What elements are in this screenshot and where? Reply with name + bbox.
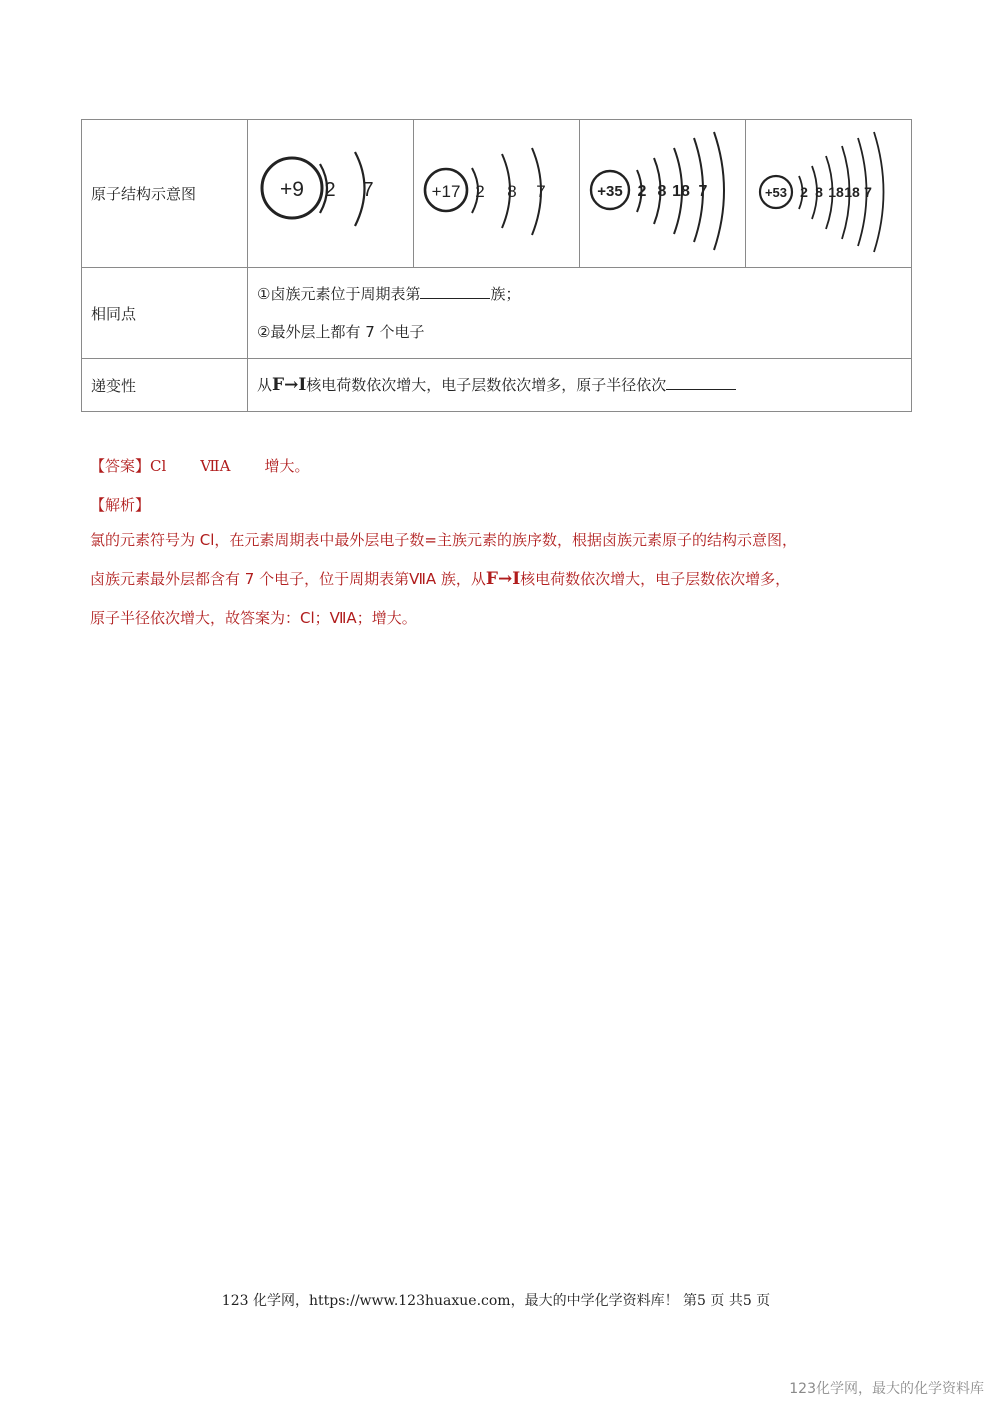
halogen-table (81, 119, 912, 412)
shell-label: 2 (800, 184, 808, 200)
atom-diagram-i (746, 120, 912, 268)
trend-line (248, 366, 911, 404)
answer-block (90, 452, 930, 638)
shell-label: 7 (698, 183, 708, 200)
shell-label: 2 (324, 179, 336, 201)
table-row-trend (82, 359, 912, 412)
shell-label: 2 (475, 182, 485, 201)
table-row-similarity (82, 268, 912, 359)
atom-diagram-f (248, 120, 414, 268)
similarity-content (248, 268, 912, 359)
trend-content (248, 359, 912, 412)
answer-line (90, 452, 930, 480)
row-label-similarity: 相同点 (82, 268, 248, 359)
similarity-line-1-suffix: 族； (490, 285, 521, 303)
atom-diagram-f-svg (248, 120, 413, 263)
atom-diagram-cl-svg (414, 120, 579, 263)
trend-formula: F→I (272, 375, 307, 395)
similarity-line-1 (248, 275, 911, 313)
answer-1: Cl (150, 457, 167, 475)
shell-label: 7 (362, 179, 374, 201)
page-footer: 123 化学网，https://www.123huaxue.com，最大的中学化学资料库！ 第5 页 共5 页 (221, 1293, 771, 1309)
analysis-tag: 【解析】 (90, 496, 151, 514)
analysis-formula: F→I (485, 569, 521, 589)
nucleus-label: +35 (597, 183, 623, 200)
shell-label: 2 (637, 183, 647, 200)
fill-blank-radius[interactable] (666, 375, 736, 390)
answer-2: ⅦA (200, 457, 231, 475)
analysis-p2-text: 卤族元素最外层都含有 7 个电子，位于周期表第ⅦA 族，从 (90, 570, 486, 588)
atom-diagram-cl (414, 120, 580, 268)
shell-label: 18 (672, 183, 690, 200)
analysis-paragraph-1: 氯的元素符号为 Cl，在元素周期表中最外层电子数=主族元素的族序数，根据卤族元素原子的结构示意图， (90, 531, 797, 549)
similarity-line-2: ②最外层上都有 7 个电子 (257, 323, 425, 341)
trend-prefix: 从 (257, 376, 273, 394)
answer-3: 增大。 (264, 457, 310, 475)
nucleus-label: +9 (280, 178, 304, 201)
table-row-structure (82, 120, 912, 268)
row-label-trend: 递变性 (82, 359, 248, 412)
fill-blank-group[interactable] (420, 284, 490, 299)
analysis-paragraph-2 (90, 560, 930, 599)
shell-label: 8 (507, 182, 517, 201)
shell-label: 18 (828, 184, 844, 200)
atom-diagram-i-svg (746, 120, 911, 263)
atom-diagram-br-svg (580, 120, 745, 263)
similarity-line-1-text: ①卤族元素位于周期表第 (257, 285, 421, 303)
analysis-p2-suffix: 核电荷数依次增大，电子层数依次增多， (520, 570, 791, 588)
shell-label: 8 (815, 184, 823, 200)
trend-text: 核电荷数依次增大，电子层数依次增多，原子半径依次 (306, 376, 667, 394)
shell-label: 8 (657, 183, 667, 200)
answer-tag: 【答案】 (90, 457, 151, 475)
shell-label: 7 (864, 184, 872, 200)
shell-label: 7 (536, 182, 546, 201)
nucleus-label: +53 (764, 185, 788, 200)
nucleus-label: +17 (431, 182, 461, 201)
shell-label: 18 (844, 184, 860, 200)
row-label-structure: 原子结构示意图 (82, 120, 248, 268)
analysis-paragraph-3: 原子半径依次增大，故答案为：Cl；ⅦA；增大。 (90, 609, 417, 627)
atom-diagram-br (580, 120, 746, 268)
watermark: 123化学网，最大的化学资料库 (789, 1381, 984, 1397)
